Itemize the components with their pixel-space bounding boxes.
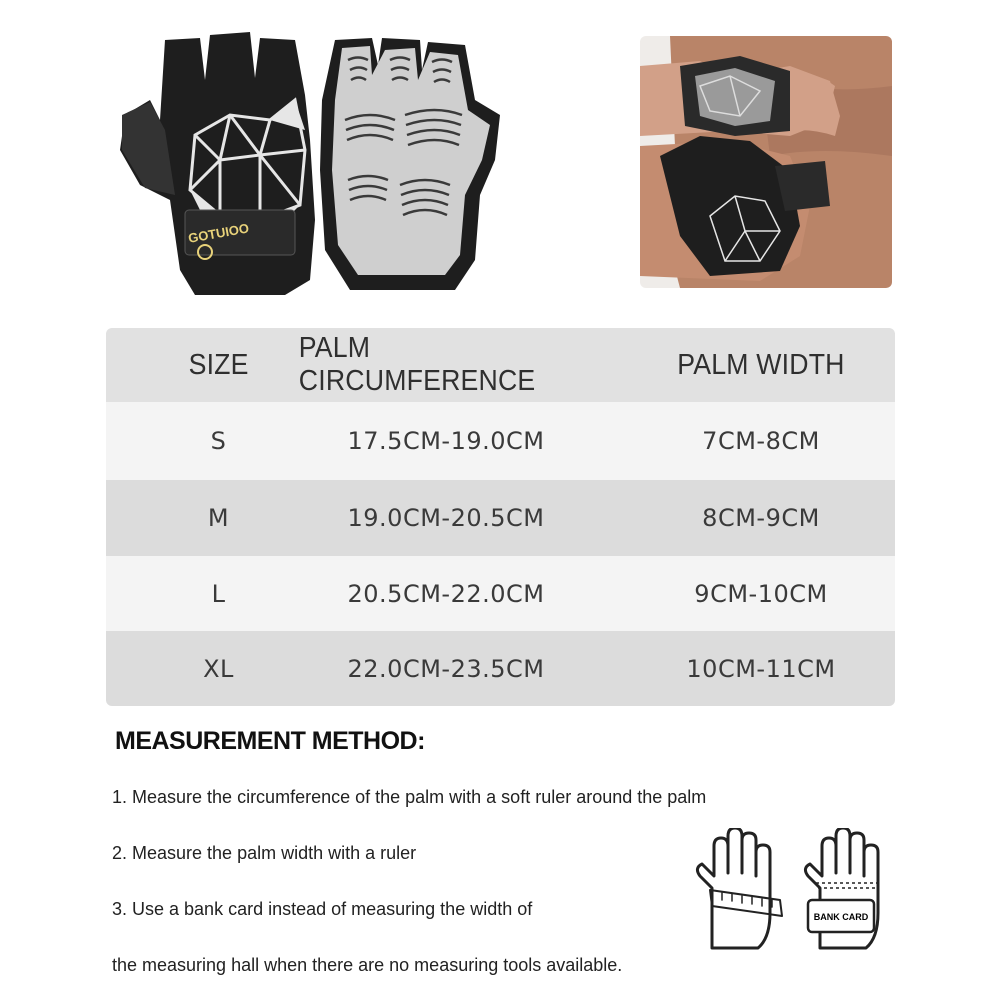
method-step-1: 1. Measure the circumference of the palm with a soft ruler around the palm: [112, 787, 707, 807]
cell-size: M: [207, 504, 230, 532]
hand-bank-card-icon: [805, 828, 880, 948]
cell-width: 9CM-10CM: [694, 579, 828, 608]
table-row: [106, 631, 895, 706]
cell-width: 10CM-11CM: [686, 654, 836, 683]
cell-width: 8CM-9CM: [702, 504, 820, 532]
cell-circumference: 19.0CM-20.5CM: [347, 504, 545, 532]
black-glove-back: [120, 32, 315, 295]
header-palm-width: PALM WIDTH: [677, 348, 845, 381]
cell-size: S: [210, 427, 227, 455]
table-header-row: [106, 328, 895, 402]
grey-glove-palm: [320, 38, 500, 290]
bank-card-label: BANK CARD: [813, 912, 869, 922]
cell-circumference: 20.5CM-22.0CM: [347, 579, 545, 608]
cell-circumference: 22.0CM-23.5CM: [347, 654, 545, 683]
measurement-hand-icons: [690, 828, 900, 958]
header-palm-circumference: PALM CIRCUMFERENCE: [298, 332, 536, 397]
measurement-method-title: MEASUREMENT METHOD:: [115, 727, 425, 755]
cell-size: L: [211, 579, 226, 608]
gloves-product-image: [110, 20, 510, 310]
cell-width: 7CM-8CM: [702, 427, 820, 455]
cell-circumference: 17.5CM-19.0CM: [347, 427, 545, 455]
brand-label: GOTUIOO: [187, 220, 251, 246]
method-step-3-continued: the measuring hall when there are no measuring tools available.: [112, 955, 623, 975]
method-step-2: 2. Measure the palm width with a ruler: [112, 843, 417, 863]
table-row: [106, 402, 895, 480]
header-size: SIZE: [188, 348, 249, 381]
table-row: [106, 480, 895, 556]
table-row: [106, 556, 895, 631]
size-chart-table: [106, 328, 895, 706]
hand-ruler-icon: [697, 828, 782, 948]
cell-size: XL: [203, 654, 234, 683]
method-step-3: 3. Use a bank card instead of measuring the width of: [112, 899, 533, 919]
gloves-worn-photo: [640, 36, 892, 288]
